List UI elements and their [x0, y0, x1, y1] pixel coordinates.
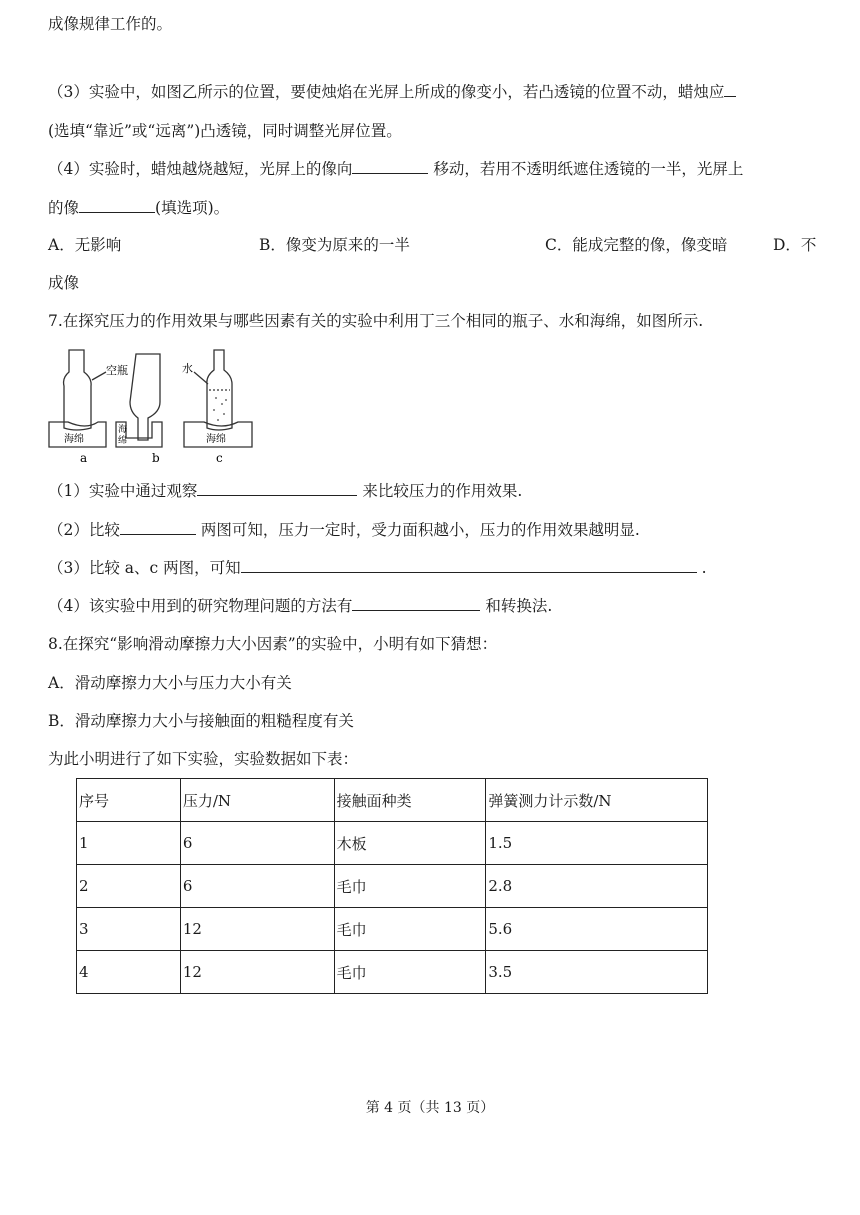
question-8: 8.在探究“影响滑动摩擦力大小因素”的实验中，小明有如下猜想：	[48, 635, 498, 653]
answer-blank	[352, 594, 480, 611]
table-cell: 2	[77, 865, 181, 908]
question-7-3	[48, 556, 707, 579]
question-text: 和转换法.	[485, 597, 553, 615]
question-text: （2）比较	[48, 521, 120, 539]
table-cell: 4	[77, 951, 181, 994]
bottle-b	[130, 354, 160, 440]
label-sponge-c: 海绵	[206, 434, 226, 445]
question-7-2	[48, 518, 640, 541]
answer-blank	[241, 556, 697, 573]
label-water: 水	[182, 362, 193, 375]
table-header-cell: 序号	[77, 779, 181, 822]
caption-b: b	[152, 451, 160, 465]
table-cell: 12	[180, 908, 334, 951]
table-cell: 木板	[334, 822, 486, 865]
table-header-cell: 接触面种类	[334, 779, 486, 822]
question-text: 的像	[48, 199, 80, 217]
table-cell: 6	[180, 822, 334, 865]
label-sponge-a: 海绵	[64, 434, 84, 445]
table-row	[77, 908, 708, 951]
label-empty-bottle: 空瓶	[106, 364, 128, 377]
option-b: B．像变为原来的一半	[259, 236, 410, 254]
answer-blank	[724, 80, 736, 97]
question-text: （3）实验中，如图乙所示的位置，要使烛焰在光屏上所成的像变小，若凸透镜的位置不动，蜡烛应	[48, 83, 725, 101]
text-line	[48, 196, 229, 219]
text-line: 成像规律工作的。	[48, 15, 173, 33]
question-7-1	[48, 479, 522, 502]
table-row	[77, 865, 708, 908]
hypothesis-a: A．滑动摩擦力大小与压力大小有关	[48, 674, 292, 692]
question-text: 两图可知，压力一定时，受力面积越小，压力的作用效果越明显.	[200, 521, 640, 539]
table-header-row	[77, 779, 708, 822]
answer-blank	[352, 157, 428, 174]
text-line: 为此小明进行了如下实验，实验数据如下表：	[48, 750, 359, 768]
bottle-a	[64, 350, 92, 430]
question-text: (填选项)。	[155, 199, 230, 217]
question-text: 移动，若用不透明纸遮住透镜的一半，光屏上	[433, 160, 744, 178]
table-cell: 毛巾	[334, 908, 486, 951]
table-cell: 3.5	[486, 951, 708, 994]
option-c: C．能成完整的像，像变暗	[545, 236, 728, 254]
table-header-cell: 压力/N	[180, 779, 334, 822]
table-cell: 3	[77, 908, 181, 951]
question-text: （3）比较 a、c 两图，可知	[48, 559, 241, 577]
bottles-sponge-figure	[46, 342, 266, 468]
caption-a: a	[80, 451, 88, 465]
question-text: 来比较压力的作用效果.	[362, 482, 523, 500]
table-cell: 1	[77, 822, 181, 865]
option-a: A．无影响	[48, 236, 122, 254]
page-footer: 第 4 页（共 13 页）	[365, 1100, 495, 1116]
table-cell: 毛巾	[334, 951, 486, 994]
hypothesis-b: B．滑动摩擦力大小与接触面的粗糙程度有关	[48, 712, 354, 730]
table-cell: 6	[180, 865, 334, 908]
question-text: （4）该实验中用到的研究物理问题的方法有	[48, 597, 353, 615]
text-line: (选填“靠近”或“远离”)凸透镜，同时调整光屏位置。	[48, 122, 402, 140]
caption-c: c	[216, 451, 223, 465]
question-text: （1）实验中通过观察	[48, 482, 198, 500]
question-6-3	[48, 80, 736, 103]
question-text: （4）实验时，蜡烛越烧越短，光屏上的像向	[48, 160, 353, 178]
table-header-cell: 弹簧测力计示数/N	[486, 779, 708, 822]
table-cell: 1.5	[486, 822, 708, 865]
question-6-4	[48, 157, 743, 180]
label-sponge-b-1: 海	[118, 425, 128, 435]
answer-blank	[197, 479, 357, 496]
table-cell: 2.8	[486, 865, 708, 908]
answer-blank	[120, 518, 196, 535]
table-row	[77, 822, 708, 865]
question-7-4	[48, 594, 552, 617]
experiment-data-table	[76, 778, 708, 994]
table-cell: 毛巾	[334, 865, 486, 908]
label-sponge-b-2: 绵	[118, 436, 128, 446]
table-row	[77, 951, 708, 994]
question-text: .	[701, 559, 707, 577]
table-cell: 5.6	[486, 908, 708, 951]
answer-blank	[79, 196, 155, 213]
question-7: 7.在探究压力的作用效果与哪些因素有关的实验中利用丁三个相同的瓶子、水和海绵，如图所示.	[48, 312, 704, 330]
option-d: D．不	[773, 236, 817, 254]
table-cell: 12	[180, 951, 334, 994]
text-line: 成像	[48, 274, 80, 292]
